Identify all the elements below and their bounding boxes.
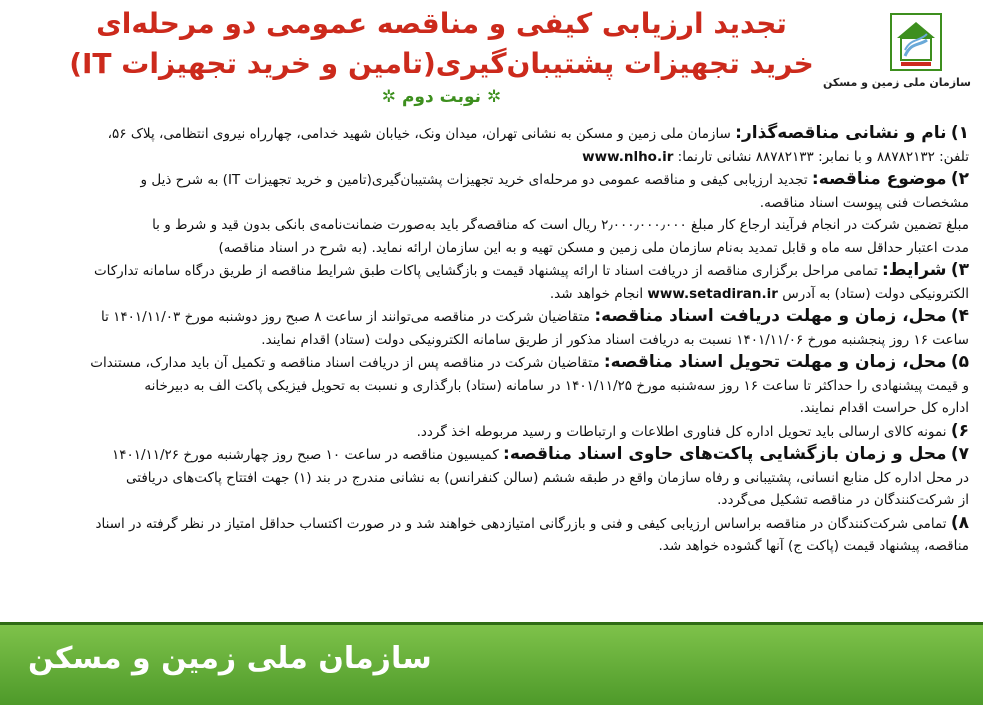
- section-5: ۵) محل، زمان و مهلت تحویل اسناد مناقصه: متقاضیان شرکت در مناقصه پس از دریافت اسناد مناقصه و تکمیل آن باید مدارک، مستندات و قیمت پیشنهادی را حداکثر تا ساعت ۱۶ روز سه‌شنبه مورخ ۱۴۰۱/۱۱/۲۵ در سامانه (ستاد) بارگذاری و نسبت به تحویل فیزیکی پاکت الف به دبیرخانه اداره کل حراست اقدام نمایند.: [90, 352, 969, 416]
- section-heading: محل، زمان و مهلت دریافت اسناد مناقصه:: [594, 306, 947, 326]
- logo-caption: سازمان ملی زمین و مسکن: [822, 76, 971, 89]
- footer-org-name: سازمان ملی زمین و مسکن: [28, 641, 432, 676]
- organization-logo: [822, 12, 971, 112]
- notice-title-line-2: خرید تجهیزات پشتیبان‌گیری(تامین و خرید تجهیزات IT): [69, 47, 814, 80]
- section-4: ۴) محل، زمان و مهلت دریافت اسناد مناقصه: متقاضیان شرکت در مناقصه می‌توانند از ساعت ۸ صبح روز دوشنبه مورخ ۱۴۰۱/۱۱/۰۳ تا ساعت ۱۶ روز پنجشنبه مورخ ۱۴۰۱/۱۱/۰۶ نسبت به دریافت اسناد مذکور از طریق سامانه الکترونیکی دولت (ستاد) اقدام نمایند.: [101, 306, 969, 348]
- round-text: نوبت دوم: [401, 87, 482, 107]
- footer-banner: [0, 622, 983, 705]
- section-heading: محل و زمان بازگشایی پاکت‌های حاوی اسناد مناقصه:: [503, 444, 947, 464]
- section-3: ۳) شرایط: تمامی مراحل برگزاری مناقصه از دریافت اسناد تا ارائه پیشنهاد قیمت و بازگشایی پاکات طبق شرایط مناقصه از طریق درگاه سامانه تدارکات الکترونیکی دولت (ستاد) به آدرس www.setadiran.ir انجام خواهد شد.: [93, 260, 969, 302]
- section-2: ۲) موضوع مناقصه: تجدید ارزیابی کیفی و مناقصه عمومی دو مرحله‌ای خرید تجهیزات پشتیبان‌گیری(تامین و خرید تجهیزات IT) به شرح ذیل و مشخصات فنی پیوست اسناد مناقصه. مبلغ تضمین شرکت در انجام فرآیند ارجاع کار مبلغ ۲٫۰۰۰٫۰۰۰٫۰۰۰ ریال است که مناقصه‌گر باید به‌صورت ضمانت‌نامه‌ی بانکی بدون قید و شرط و با مدت اعتبار حداقل سه ماه و قابل تمدید به‌نام سازمان ملی زمین و مسکن تهیه و به این سازمان ارائه نماید. (به شرح در اسناد مناقصه): [140, 169, 969, 256]
- notice-title-line-1: تجدید ارزیابی کیفی و مناقصه عمومی دو مرحله‌ای: [96, 7, 787, 40]
- section-1: ۱) نام و نشانی مناقصه‌گذار: سازمان ملی زمین و مسکن به نشانی تهران، میدان ونک، خیابان شهید خدامی، چهارراه نیروی انتظامی، پلاک ۵۶، تلفن: ۸۸۷۸۲۱۳۲ و با نمابر: ۸۸۷۸۲۱۳۳ نشانی تارنما: www.nlho.ir: [107, 123, 969, 165]
- website-link: www.nlho.ir: [582, 148, 674, 165]
- section-6: ۶) نمونه کالای ارسالی باید تحویل اداره کل فناوری اطلاعات و ارتباطات و رسید مربوطه اخذ گردد.: [416, 420, 969, 441]
- setad-link: www.setadiran.ir: [647, 285, 778, 302]
- notice-body: [12, 122, 969, 558]
- section-heading: موضوع مناقصه:: [811, 169, 947, 189]
- section-heading: محل، زمان و مهلت تحویل اسناد مناقصه:: [603, 352, 947, 372]
- section-7: ۷) محل و زمان بازگشایی پاکت‌های حاوی اسناد مناقصه: کمیسیون مناقصه در ساعت ۱۰ صبح روز چهارشنبه مورخ ۱۴۰۱/۱۱/۲۶ در محل اداره کل منابع انسانی، پشتیبانی و رفاه سازمان واقع در طبقه ششم (سالن کنفرانس) به نشانی مندرج در بند (۱) جهت افتتاح پاکت‌های دریافتی از شرکت‌کنندگان در مناقصه تشکیل می‌گردد.: [111, 444, 969, 508]
- house-logo-icon: [889, 12, 943, 72]
- notice-header: [20, 4, 863, 110]
- star-icon: ✲: [381, 87, 397, 107]
- section-heading: نام و نشانی مناقصه‌گذار:: [735, 123, 947, 143]
- section-heading: شرایط:: [882, 260, 947, 280]
- round-label: [20, 84, 863, 110]
- star-icon: ✲: [486, 87, 502, 107]
- section-8: ۸) تمامی شرکت‌کنندگان در مناقصه براساس ارزیابی کیفی و فنی و بازرگانی امتیازدهی خواهند شد و در صورت اکتساب حداقل امتیاز در نظر گرفته در اسناد مناقصه، پیشنهاد قیمت (پاکت ج) آنها گشوده خواهد شد.: [95, 512, 969, 554]
